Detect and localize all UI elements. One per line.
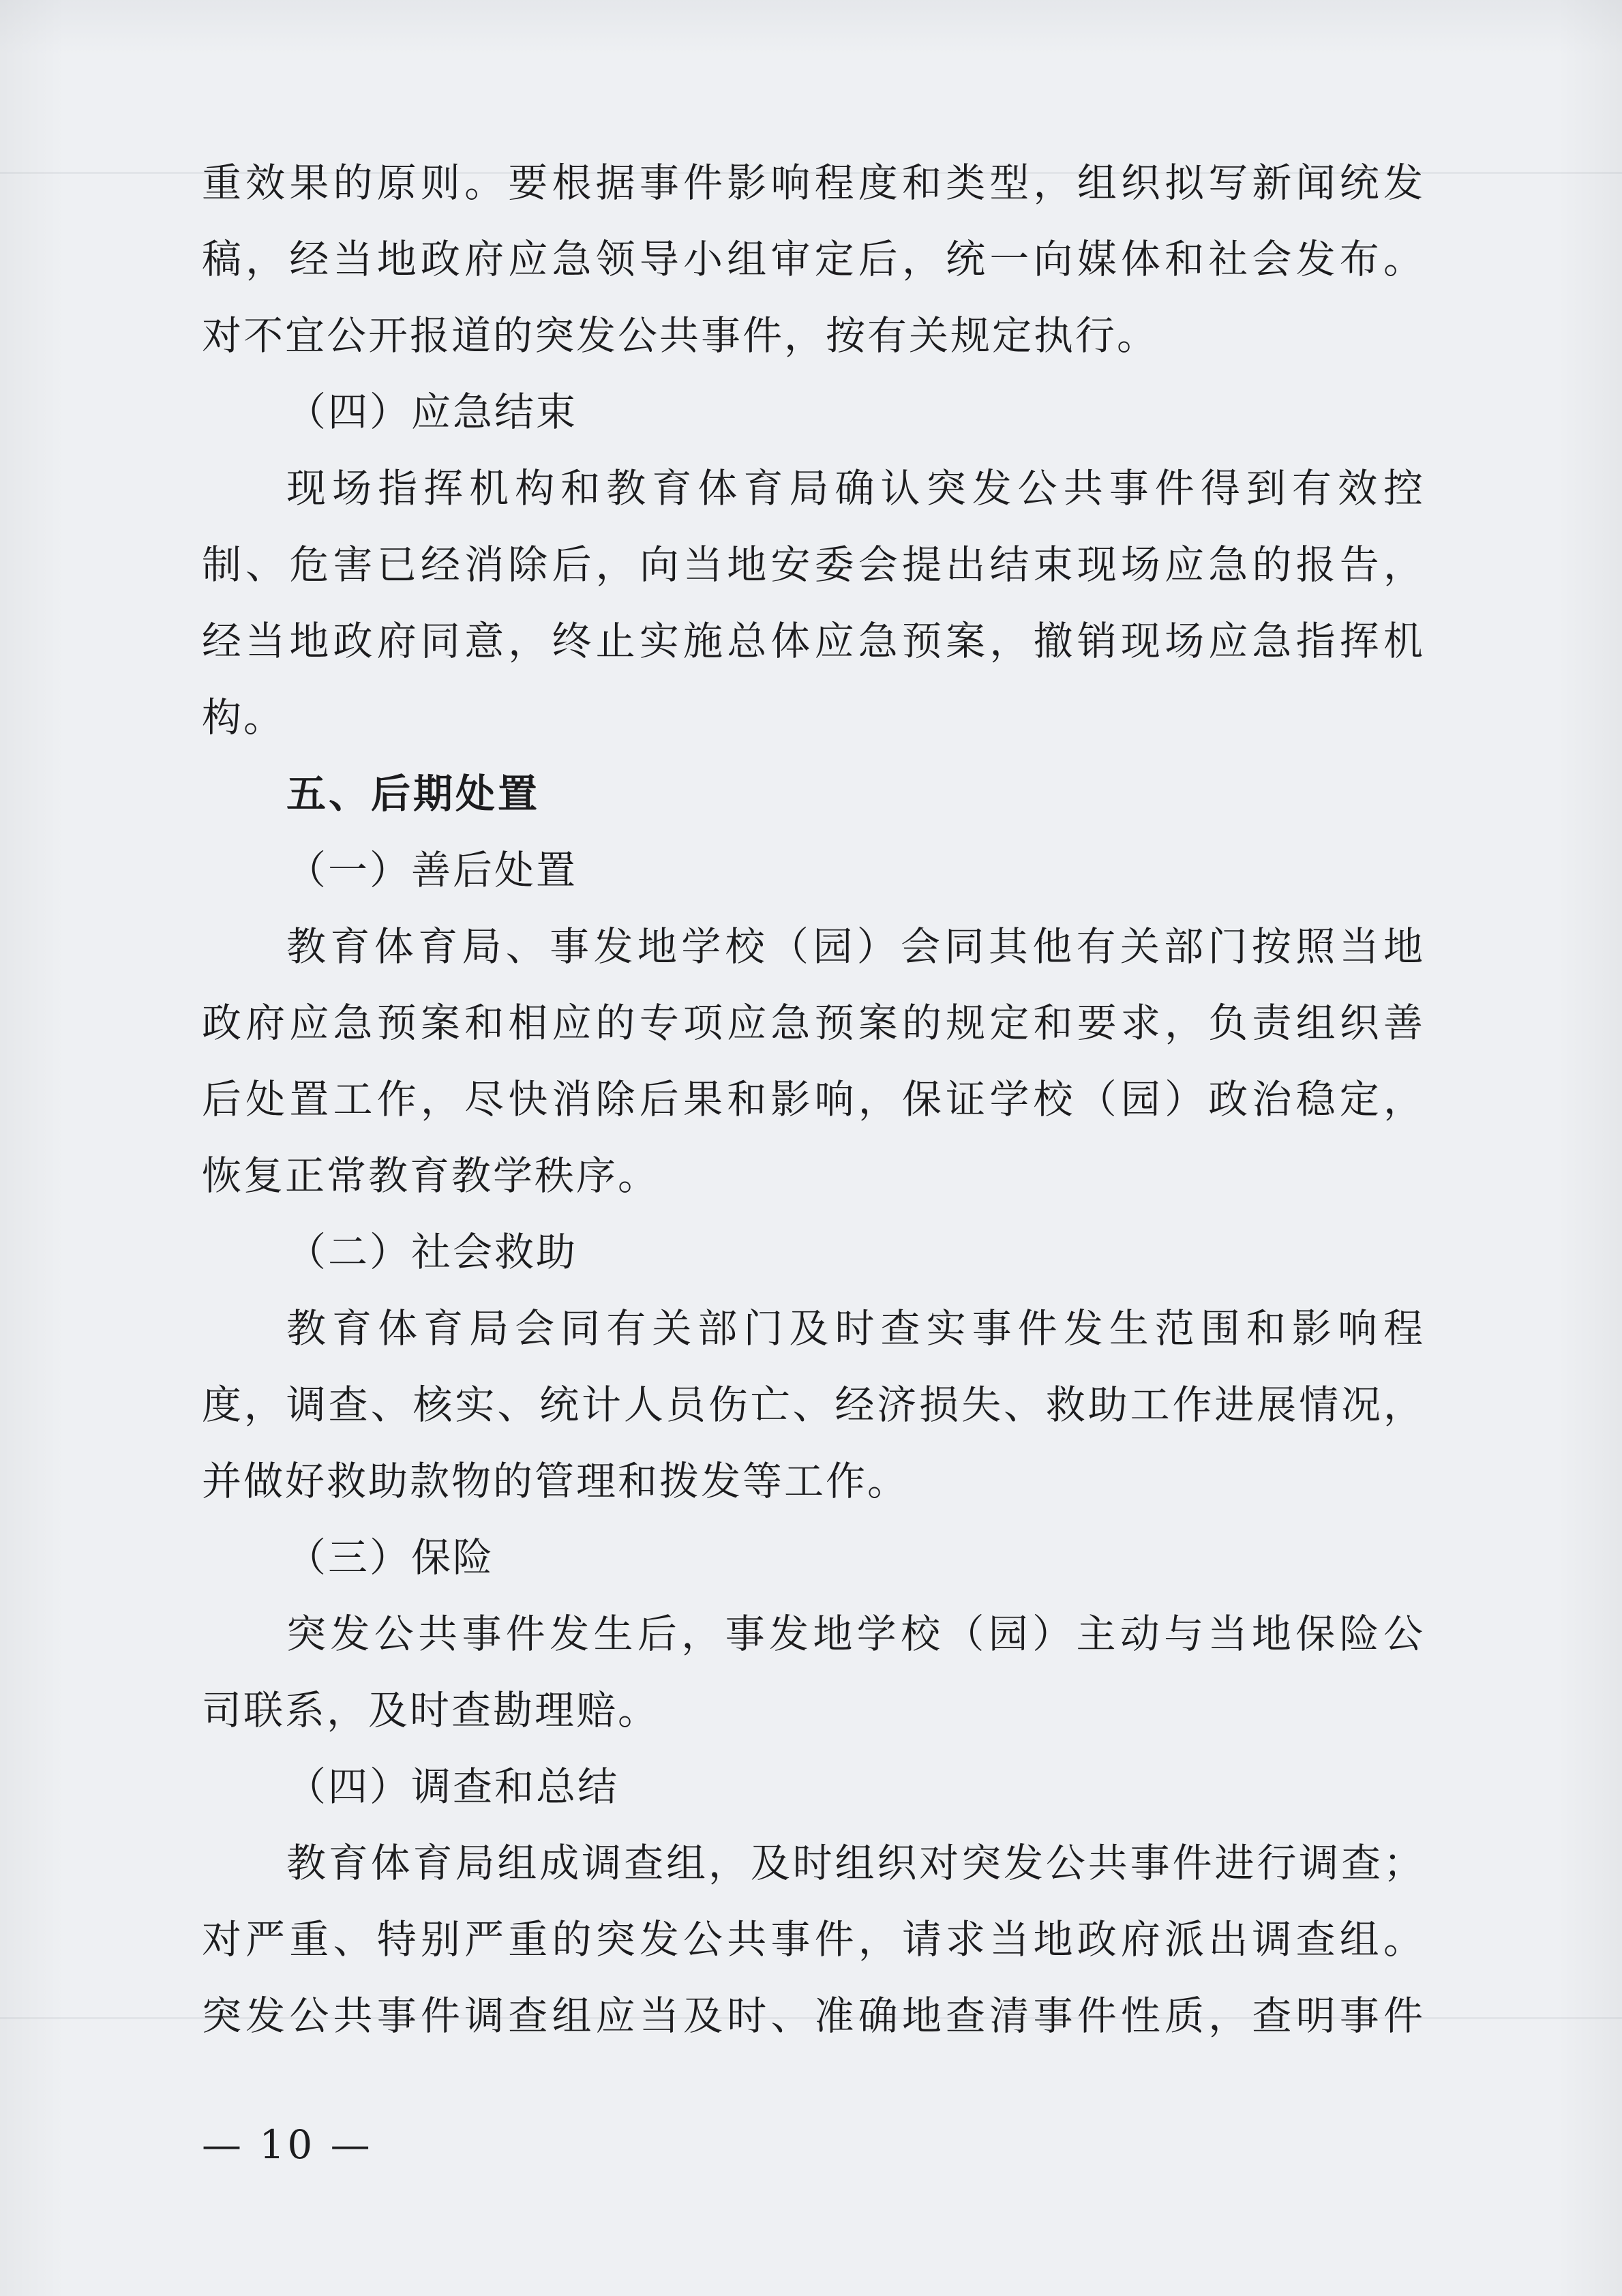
text-line: 对严重、特别严重的突发公共事件，请求当地政府派出调查组。 xyxy=(202,1916,1425,1963)
text-line: 构。 xyxy=(202,694,286,741)
body-text xyxy=(202,145,1425,2054)
text-line: 现场指挥机构和教育体育局确认突发公共事件得到有效控 xyxy=(286,465,1425,511)
subsection-heading-social-relief: （二）社会救助 xyxy=(286,1229,578,1275)
text-line: 司联系，及时查勘理赔。 xyxy=(202,1687,660,1733)
text-line: 经当地政府同意，终止实施总体应急预案，撤销现场应急指挥机 xyxy=(202,618,1425,664)
text-line: 制、危害已经消除后，向当地安委会提出结束现场应急的报告， xyxy=(202,541,1425,588)
subsection-heading-emergency-end: （四）应急结束 xyxy=(286,389,578,435)
text-line: 突发公共事件调查组应当及时、准确地查清事件性质，查明事件 xyxy=(202,1993,1425,2039)
text-line: 教育体育局会同有关部门及时查实事件发生范围和影响程 xyxy=(286,1305,1425,1352)
page-number: — 10 — xyxy=(202,2121,373,2168)
text-line: 度，调查、核实、统计人员伤亡、经济损失、救助工作进展情况， xyxy=(202,1382,1425,1428)
section-heading-aftermath: 五、后期处置 xyxy=(286,771,541,817)
text-line: 对不宜公开报道的突发公共事件，按有关规定执行。 xyxy=(202,312,1159,359)
text-line: 教育体育局组成调查组，及时组织对突发公共事件进行调查； xyxy=(286,1840,1425,1886)
text-line: 后处置工作，尽快消除后果和影响，保证学校（园）政治稳定， xyxy=(202,1076,1425,1122)
text-line: 并做好救助款物的管理和拨发等工作。 xyxy=(202,1458,910,1504)
text-line: 稿，经当地政府应急领导小组审定后，统一向媒体和社会发布。 xyxy=(202,236,1425,282)
subsection-heading-insurance: （三）保险 xyxy=(286,1534,495,1581)
text-line: 突发公共事件发生后，事发地学校（园）主动与当地保险公 xyxy=(286,1611,1425,1657)
subsection-heading-rehabilitation: （一）善后处置 xyxy=(286,847,578,893)
text-line: 恢复正常教育教学秩序。 xyxy=(202,1152,660,1199)
text-line: 重效果的原则。要根据事件影响程度和类型，组织拟写新闻统发 xyxy=(202,160,1425,206)
text-line: 政府应急预案和相应的专项应急预案的规定和要求，负责组织善 xyxy=(202,1000,1425,1046)
text-line: 教育体育局、事发地学校（园）会同其他有关部门按照当地 xyxy=(286,923,1425,970)
subsection-heading-investigation: （四）调查和总结 xyxy=(286,1763,620,1810)
scan-artifact-top xyxy=(0,0,1622,55)
